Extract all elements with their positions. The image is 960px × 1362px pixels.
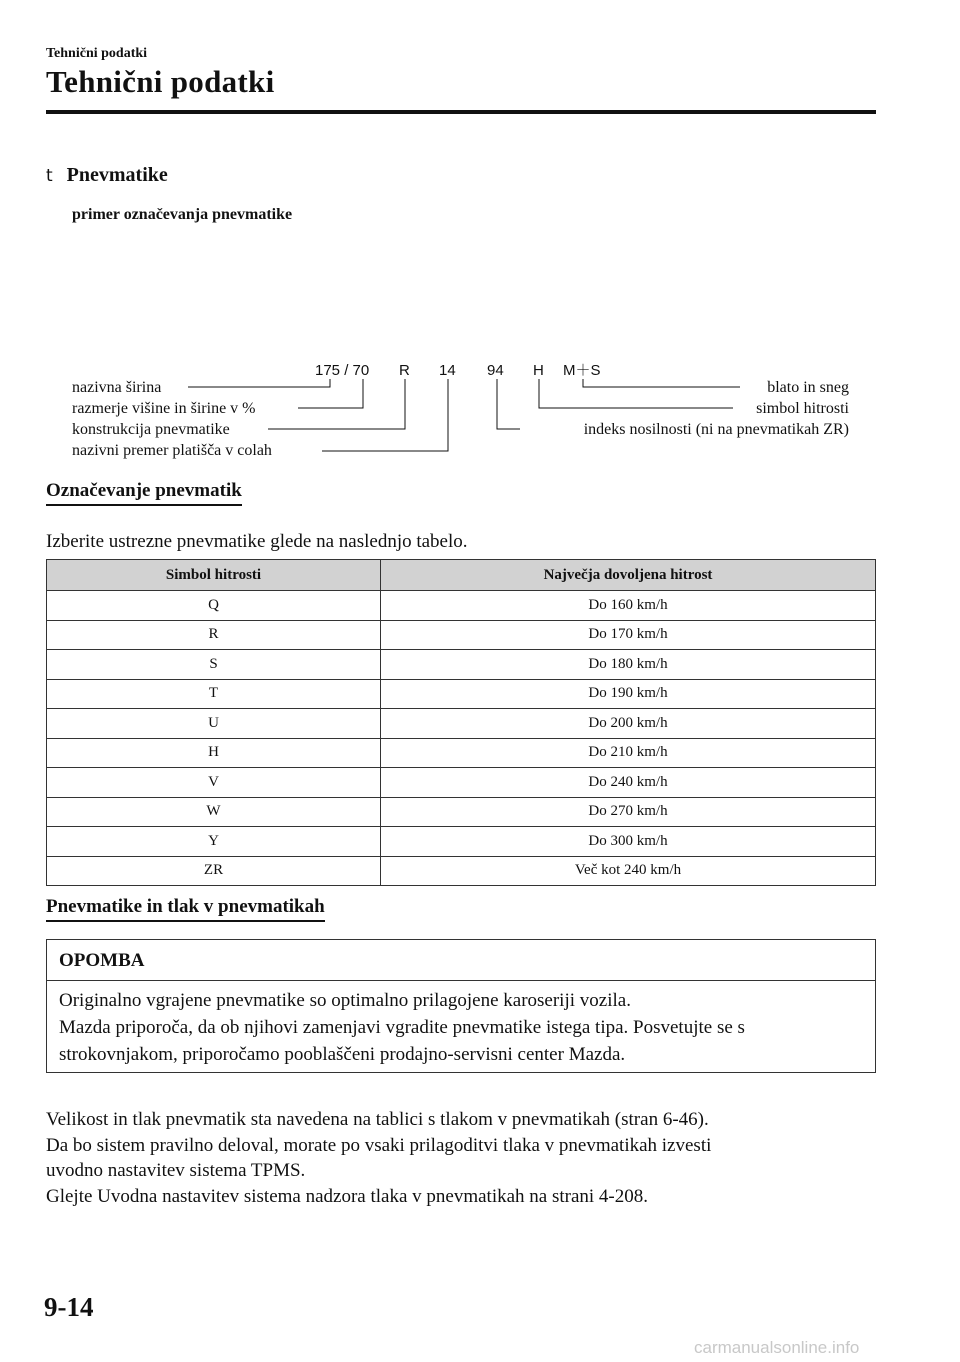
table-row: [47, 650, 876, 680]
table-row: [47, 738, 876, 768]
label-aspect-ratio: razmerje višine in širine v %: [72, 400, 256, 417]
leader-load-index: [497, 379, 520, 429]
table-cell: W: [47, 797, 381, 827]
table-cell: Do 270 km/h: [381, 797, 876, 827]
column-header-max-speed: Največja dovoljena hitrost: [381, 560, 876, 591]
note-box: [46, 939, 876, 1073]
code-mud-snow: M＋S: [563, 362, 601, 379]
leader-speed-symbol: [539, 379, 733, 408]
table-cell: Do 240 km/h: [381, 768, 876, 798]
table-row: [47, 591, 876, 621]
code-speed: H: [533, 362, 544, 379]
paragraph-line: Glejte Uvodna nastavitev sistema nadzora tlaka v pnevmatikah na strani 4-208.: [46, 1185, 649, 1207]
code-construction: R: [399, 362, 410, 379]
section-title: Pnevmatike: [66, 164, 168, 186]
table-cell: Do 300 km/h: [381, 827, 876, 857]
label-mud-snow: blato in sneg: [767, 379, 849, 396]
tire-marking-heading: Označevanje pnevmatik: [46, 480, 242, 506]
table-row: [47, 709, 876, 739]
table-cell: Do 180 km/h: [381, 650, 876, 680]
label-speed-symbol: simbol hitrosti: [756, 400, 849, 417]
table-row: [47, 768, 876, 798]
table-row: [47, 797, 876, 827]
diagram-caption: primer označevanja pnevmatike: [72, 206, 293, 223]
title-divider: [46, 110, 876, 114]
note-line: Mazda priporoča, da ob njihovi zamenjavi vgradite pnevmatike istega tipa. Posvetujte se s: [59, 1017, 745, 1038]
paragraph-line: Da bo sistem pravilno deloval, morate po vsaki prilagoditvi tlaka v pnevmatikah izvesti: [46, 1134, 712, 1156]
column-header-speed-symbol: Simbol hitrosti: [47, 560, 381, 591]
code-width-ratio: 175 / 70: [315, 362, 370, 379]
leader-nominal-width: [188, 379, 330, 387]
table-cell: Q: [47, 591, 381, 621]
table-cell: T: [47, 679, 381, 709]
table-cell: V: [47, 768, 381, 798]
note-line: strokovnjakom, priporočamo pooblaščeni prodajno-servisni center Mazda.: [59, 1044, 626, 1065]
label-construction: konstrukcija pnevmatike: [72, 421, 230, 438]
label-rim-diameter: nazivni premer platišča v colah: [72, 442, 272, 459]
watermark: carmanualsonline.info: [694, 1338, 860, 1357]
table-header-row: [47, 560, 876, 591]
section-heading: [46, 164, 168, 187]
leader-mud-snow: [583, 379, 740, 387]
label-load-index: indeks nosilnosti (ni na pnevmatikah ZR): [583, 421, 849, 438]
table-row: [47, 620, 876, 650]
pressure-heading-wrap: [46, 896, 325, 918]
label-nominal-width: nazivna širina: [72, 379, 162, 396]
table-cell: Do 190 km/h: [381, 679, 876, 709]
table-cell: Y: [47, 827, 381, 857]
section-bullet-icon: t: [46, 166, 53, 186]
note-body: [47, 981, 875, 1068]
tire-marking-heading-wrap: [46, 480, 242, 502]
speed-symbol-table: [46, 559, 876, 886]
table-cell: ZR: [47, 856, 381, 886]
running-header: Tehnični podatki: [46, 46, 148, 61]
paragraph-line: uvodno nastavitev sistema TPMS.: [46, 1160, 306, 1181]
table-row: [47, 679, 876, 709]
tire-marking-diagram: [0, 350, 960, 465]
code-load: 94: [487, 362, 504, 379]
table-row: [47, 827, 876, 857]
table-cell: R: [47, 620, 381, 650]
table-cell: Do 160 km/h: [381, 591, 876, 621]
tire-marking-intro: Izberite ustrezne pnevmatike glede na naslednjo tabelo.: [46, 531, 468, 552]
table-cell: Do 170 km/h: [381, 620, 876, 650]
table-cell: Več kot 240 km/h: [381, 856, 876, 886]
tpms-paragraph: [46, 1107, 711, 1209]
table-cell: Do 200 km/h: [381, 709, 876, 739]
table-cell: S: [47, 650, 381, 680]
page-number: 9-14: [44, 1292, 94, 1322]
code-rim: 14: [439, 362, 456, 379]
note-line: Originalno vgrajene pnevmatike so optimalno prilagojene karoseriji vozila.: [59, 990, 631, 1011]
table-cell: U: [47, 709, 381, 739]
table-row: [47, 856, 876, 886]
paragraph-line: Velikost in tlak pnevmatik sta navedena na tablici s tlakom v pnevmatikah (stran 6-46).: [46, 1109, 709, 1130]
chapter-title: Tehnični podatki: [46, 64, 275, 99]
leader-rim-diameter: [322, 379, 448, 451]
table-cell: Do 210 km/h: [381, 738, 876, 768]
note-title: OPOMBA: [47, 940, 875, 981]
table-cell: H: [47, 738, 381, 768]
pressure-heading: Pnevmatike in tlak v pnevmatikah: [46, 896, 325, 922]
